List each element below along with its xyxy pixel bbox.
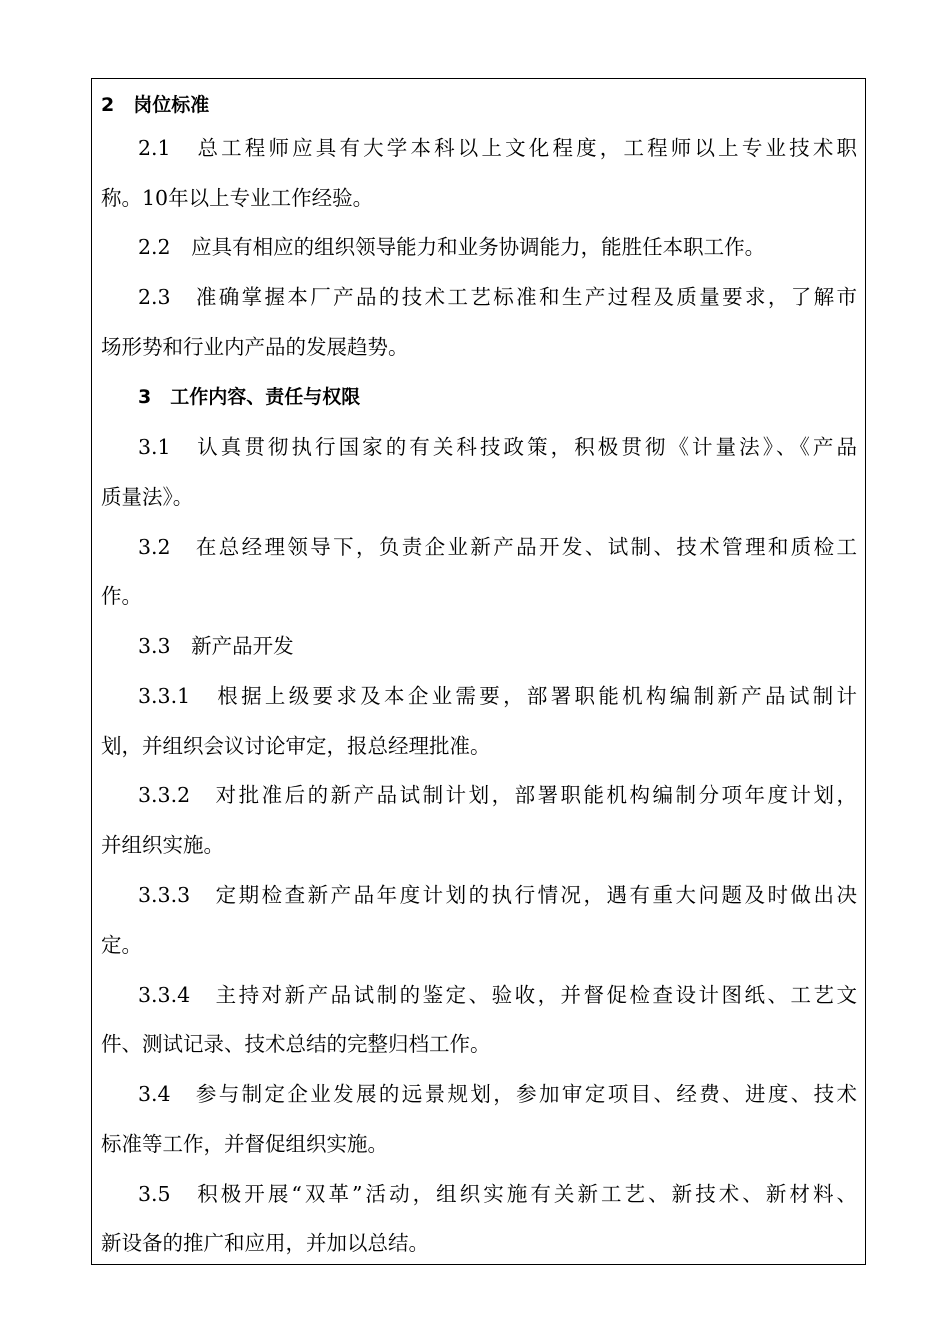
item-3-2-line-2: 作。 [101, 584, 142, 608]
item-3-3-3-line-2: 定。 [101, 933, 142, 957]
item-3-2-line-1: 3.2 在总经理领导下，负责企业新产品开发、试制、技术管理和质检工 [138, 535, 857, 559]
item-3-3-1-line-1: 3.3.1 根据上级要求及本企业需要，部署职能机构编制新产品试制计 [138, 684, 857, 708]
section-3-heading: 3 工作内容、责任与权限 [138, 386, 361, 408]
item-3-1-line-2: 质量法》。 [101, 485, 194, 509]
item-3-4-line-1: 3.4 参与制定企业发展的远景规划，参加审定项目、经费、进度、技术 [138, 1082, 857, 1106]
item-2-3-line-2: 场形势和行业内产品的发展趋势。 [101, 335, 409, 359]
section-2-heading: 2 岗位标准 [101, 94, 210, 116]
item-2-1-line-2: 称。10年以上专业工作经验。 [101, 186, 374, 210]
item-2-3-line-1: 2.3 准确掌握本厂产品的技术工艺标准和生产过程及质量要求，了解市 [138, 285, 857, 309]
item-3-5-line-1: 3.5 积极开展“双革”活动，组织实施有关新工艺、新技术、新材料、 [138, 1182, 857, 1206]
item-3-4-line-2: 标准等工作，并督促组织实施。 [101, 1132, 388, 1156]
item-3-3-4-line-2: 件、测试记录、技术总结的完整归档工作。 [101, 1032, 491, 1056]
item-3-3-2-line-2: 并组织实施。 [101, 833, 224, 857]
item-3-3-2-line-1: 3.3.2 对批准后的新产品试制计划，部署职能机构编制分项年度计划， [138, 783, 857, 807]
item-3-5-line-2: 新设备的推广和应用，并加以总结。 [101, 1231, 429, 1255]
item-2-1-line-1: 2.1 总工程师应具有大学本科以上文化程度，工程师以上专业技术职 [138, 136, 857, 160]
item-3-1-line-1: 3.1 认真贯彻执行国家的有关科技政策，积极贯彻《计量法》、《产品 [138, 435, 857, 459]
item-3-3-1-line-2: 划，并组织会议讨论审定，报总经理批准。 [101, 734, 491, 758]
item-3-3-3-line-1: 3.3.3 定期检查新产品年度计划的执行情况，遇有重大问题及时做出决 [138, 883, 857, 907]
item-2-2-line-1: 2.2 应具有相应的组织领导能力和业务协调能力，能胜任本职工作。 [138, 235, 766, 259]
item-3-3-line-1: 3.3 新产品开发 [138, 634, 294, 658]
item-3-3-4-line-1: 3.3.4 主持对新产品试制的鉴定、验收，并督促检查设计图纸、工艺文 [138, 983, 857, 1007]
